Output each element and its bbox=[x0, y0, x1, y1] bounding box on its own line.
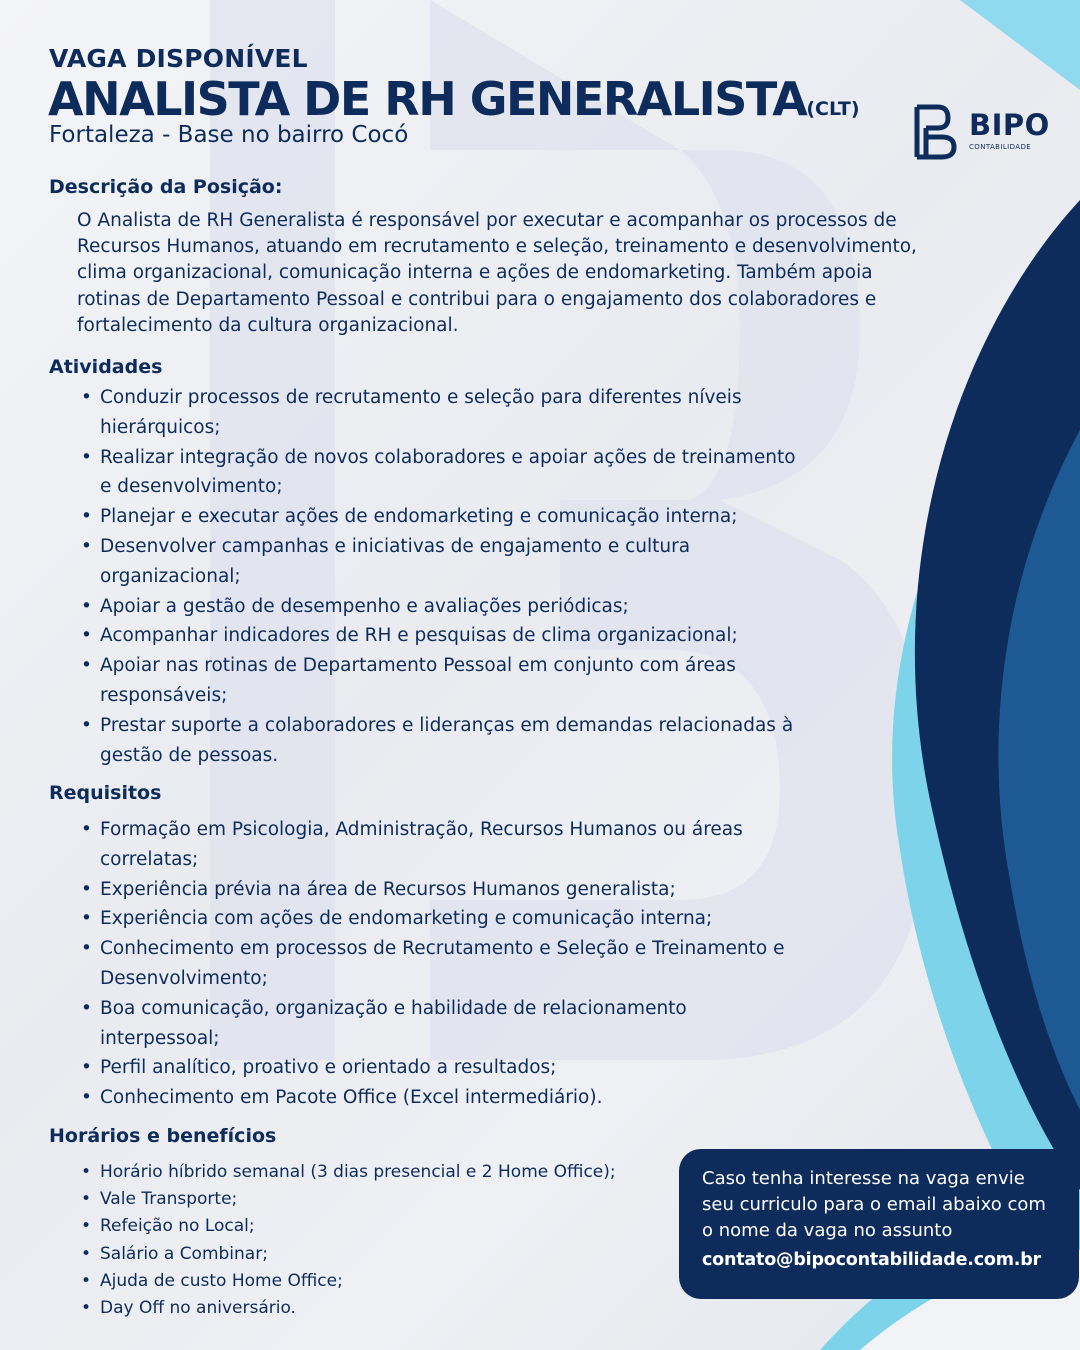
list-item: • Planejar e executar ações de endomarketing e comunicação interna; bbox=[78, 502, 798, 532]
logo-name: BIPO bbox=[969, 108, 1050, 142]
list-item: • Boa comunicação, organização e habilidade de relacionamento interpessoal; bbox=[78, 994, 798, 1054]
contact-instructions: Caso tenha interesse na vaga envie seu curriculo para o email abaixo com o nome da vaga no assunto bbox=[702, 1168, 1046, 1241]
company-logo bbox=[914, 104, 1050, 162]
list-item: • Horário híbrido semanal (3 dias presencial e 2 Home Office); bbox=[78, 1159, 678, 1186]
list-item: • Desenvolver campanhas e iniciativas de engajamento e cultura organizacional; bbox=[78, 532, 798, 592]
list-item: • Prestar suporte a colaboradores e lideranças em demandas relacionadas à gestão de pessoas. bbox=[78, 711, 798, 771]
contact-email-link[interactable]: contato@bipocontabilidade.com.br bbox=[702, 1250, 1041, 1270]
job-title bbox=[48, 72, 860, 126]
list-item: • Salário a Combinar; bbox=[78, 1241, 678, 1268]
list-item: • Experiência prévia na área de Recursos Humanos generalista; bbox=[78, 875, 798, 905]
list-item: • Conhecimento em Pacote Office (Excel intermediário). bbox=[78, 1083, 798, 1113]
bipo-logo-icon bbox=[914, 104, 960, 160]
logo-subtitle: CONTABILIDADE bbox=[969, 143, 1032, 151]
list-item: • Realizar integração de novos colaboradores e apoiar ações de treinamento e desenvolvimento; bbox=[78, 443, 798, 503]
list-item: • Formação em Psicologia, Administração, Recursos Humanos ou áreas correlatas; bbox=[78, 815, 798, 875]
list-item: • Perfil analítico, proativo e orientado a resultados; bbox=[78, 1053, 798, 1083]
benefits-list bbox=[78, 1159, 678, 1322]
list-item: • Day Off no aniversário. bbox=[78, 1295, 678, 1322]
job-location: Fortaleza - Base no bairro Cocó bbox=[49, 122, 409, 148]
list-item: • Acompanhar indicadores de RH e pesquisas de clima organizacional; bbox=[78, 621, 798, 651]
requirements-list bbox=[78, 815, 798, 1113]
list-item: • Refeição no Local; bbox=[78, 1213, 678, 1240]
contact-callout bbox=[679, 1149, 1079, 1299]
kicker-label: VAGA DISPONÍVEL bbox=[49, 44, 308, 73]
description-text: O Analista de RH Generalista é responsável por executar e acompanhar os processos de Recursos Humanos, atuando em recrutamento e seleção, treinamento e desenvolvimento, clima organizacional, comunicação interna e ações de endomarketing. Também apoia rotinas de Departamento Pessoal e contribui para o engajamento dos colaboradores e fortalecimento da cultura organizacional. bbox=[77, 210, 917, 336]
list-item: • Apoiar nas rotinas de Departamento Pessoal em conjunto com áreas responsáveis; bbox=[78, 651, 798, 711]
contract-type-tag: (CLT) bbox=[806, 98, 860, 120]
list-item: • Apoiar a gestão de desempenho e avaliações periódicas; bbox=[78, 592, 798, 622]
list-item: • Conhecimento em processos de Recrutamento e Seleção e Treinamento e Desenvolvimento; bbox=[78, 934, 798, 994]
benefits-heading: Horários e benefícios bbox=[49, 1125, 277, 1147]
list-item: • Conduzir processos de recrutamento e seleção para diferentes níveis hierárquicos; bbox=[78, 383, 798, 443]
requirements-heading: Requisitos bbox=[49, 782, 162, 804]
job-title-text: ANALISTA DE RH GENERALISTA bbox=[48, 72, 807, 126]
activities-heading: Atividades bbox=[49, 356, 163, 378]
description-heading: Descrição da Posição: bbox=[49, 176, 283, 198]
list-item: • Vale Transporte; bbox=[78, 1186, 678, 1213]
list-item: • Ajuda de custo Home Office; bbox=[78, 1268, 678, 1295]
activities-list bbox=[78, 383, 798, 770]
list-item: • Experiência com ações de endomarketing e comunicação interna; bbox=[78, 904, 798, 934]
